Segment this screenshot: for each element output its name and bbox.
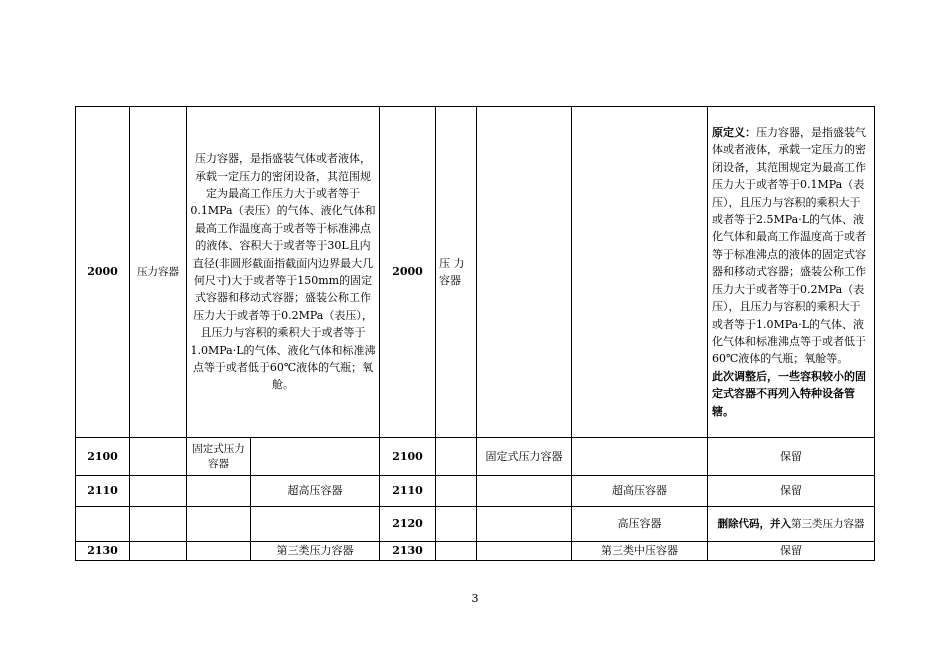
- empty-cell: [477, 542, 572, 561]
- old-code-cell: 2130: [76, 542, 130, 561]
- old-name-cell: 压力容器: [130, 107, 187, 438]
- empty-cell: [572, 107, 708, 438]
- new-type-cell: 第三类中压容器: [572, 542, 708, 561]
- note-merge-target: 第三类压力容器: [791, 517, 865, 530]
- empty-cell: [477, 507, 572, 542]
- empty-cell: [477, 107, 572, 438]
- table-row-2110: [76, 476, 875, 507]
- page-number: 3: [471, 592, 479, 605]
- new-name-cell: 压 力容器: [436, 107, 477, 438]
- note-cell: 保留: [708, 438, 875, 476]
- empty-cell: [130, 542, 187, 561]
- empty-cell: [130, 507, 187, 542]
- empty-cell: [436, 542, 477, 561]
- note-delete: 删除代码，并入: [717, 517, 791, 530]
- old-code-cell: 2000: [76, 107, 130, 438]
- note-label: 原定义：: [712, 126, 756, 140]
- new-code-cell: 2120: [380, 507, 436, 542]
- old-code-cell: 2100: [76, 438, 130, 476]
- empty-cell: [477, 476, 572, 507]
- old-definition-cell: 压力容器，是指盛装气体或者液体，承载一定压力的密闭设备，其范围规定为最高工作压力大于或者等于0.1MPa（表压）的气体、液化气体和最高工作温度高于或者等于标准沸点的液体、容积大于或者等于30L且内直径(非圆形截面指截面内边界最大几何尺寸)大于或者等于150mm的固定式容器和移动式容器；盛装公称工作压力大于或者等于0.2MPa（表压），且压力与容积的乘积大于或者等于1.0MPa·L的气体、液化气体和标准沸点等于或者低于60℃液体的气瓶；氧舱。: [187, 107, 380, 438]
- old-type-cell: 超高压容器: [251, 476, 380, 507]
- empty-cell: [436, 507, 477, 542]
- empty-cell: [130, 438, 187, 476]
- empty-cell: [130, 476, 187, 507]
- new-type-cell: 高压容器: [572, 507, 708, 542]
- note-text: 压力容器，是指盛装气体或者液体，承载一定压力的密闭设备，其范围规定为最高工作压力大于或者等于0.1MPa（表压），且压力与容积的乘积大于或者等于2.5MPa·L的气体、液化气体和最高工作温度高于或者等于标准沸点的液体的固定式容器和移动式容器；盛装公称工作压力大于或者等于0.2MPa（表压），且压力与容积的乘积大于或者等于1.0MPa·L的气体、液化气体和标准沸点等于或者低于60℃液体的气瓶；氧舱等。: [712, 126, 866, 366]
- old-type-cell: 第三类压力容器: [251, 542, 380, 561]
- table-row-2120: [76, 507, 875, 542]
- new-code-cell: 2130: [380, 542, 436, 561]
- empty-cell: [436, 438, 477, 476]
- empty-cell: [187, 542, 251, 561]
- empty-cell: [187, 507, 251, 542]
- note-cell: [708, 107, 875, 438]
- empty-cell: [76, 507, 130, 542]
- note-cell: 保留: [708, 476, 875, 507]
- empty-cell: [436, 476, 477, 507]
- note-cell: 保留: [708, 542, 875, 561]
- new-code-cell: 2100: [380, 438, 436, 476]
- note-adjustment: 此次调整后，一些容积较小的固定式容器不再列入特种设备管辖。: [712, 369, 866, 418]
- empty-cell: [251, 507, 380, 542]
- table-row-2130: [76, 542, 875, 561]
- new-code-cell: 2110: [380, 476, 436, 507]
- new-type-cell: 超高压容器: [572, 476, 708, 507]
- table-row-2100: [76, 438, 875, 476]
- old-code-cell: 2110: [76, 476, 130, 507]
- new-code-cell: 2000: [380, 107, 436, 438]
- old-category-cell: 固定式压力容器: [187, 438, 251, 476]
- empty-cell: [572, 438, 708, 476]
- empty-cell: [251, 438, 380, 476]
- empty-cell: [187, 476, 251, 507]
- equipment-catalog-table: [75, 106, 875, 561]
- table-row-2000: [76, 107, 875, 438]
- note-cell: [708, 507, 875, 542]
- new-category-cell: 固定式压力容器: [477, 438, 572, 476]
